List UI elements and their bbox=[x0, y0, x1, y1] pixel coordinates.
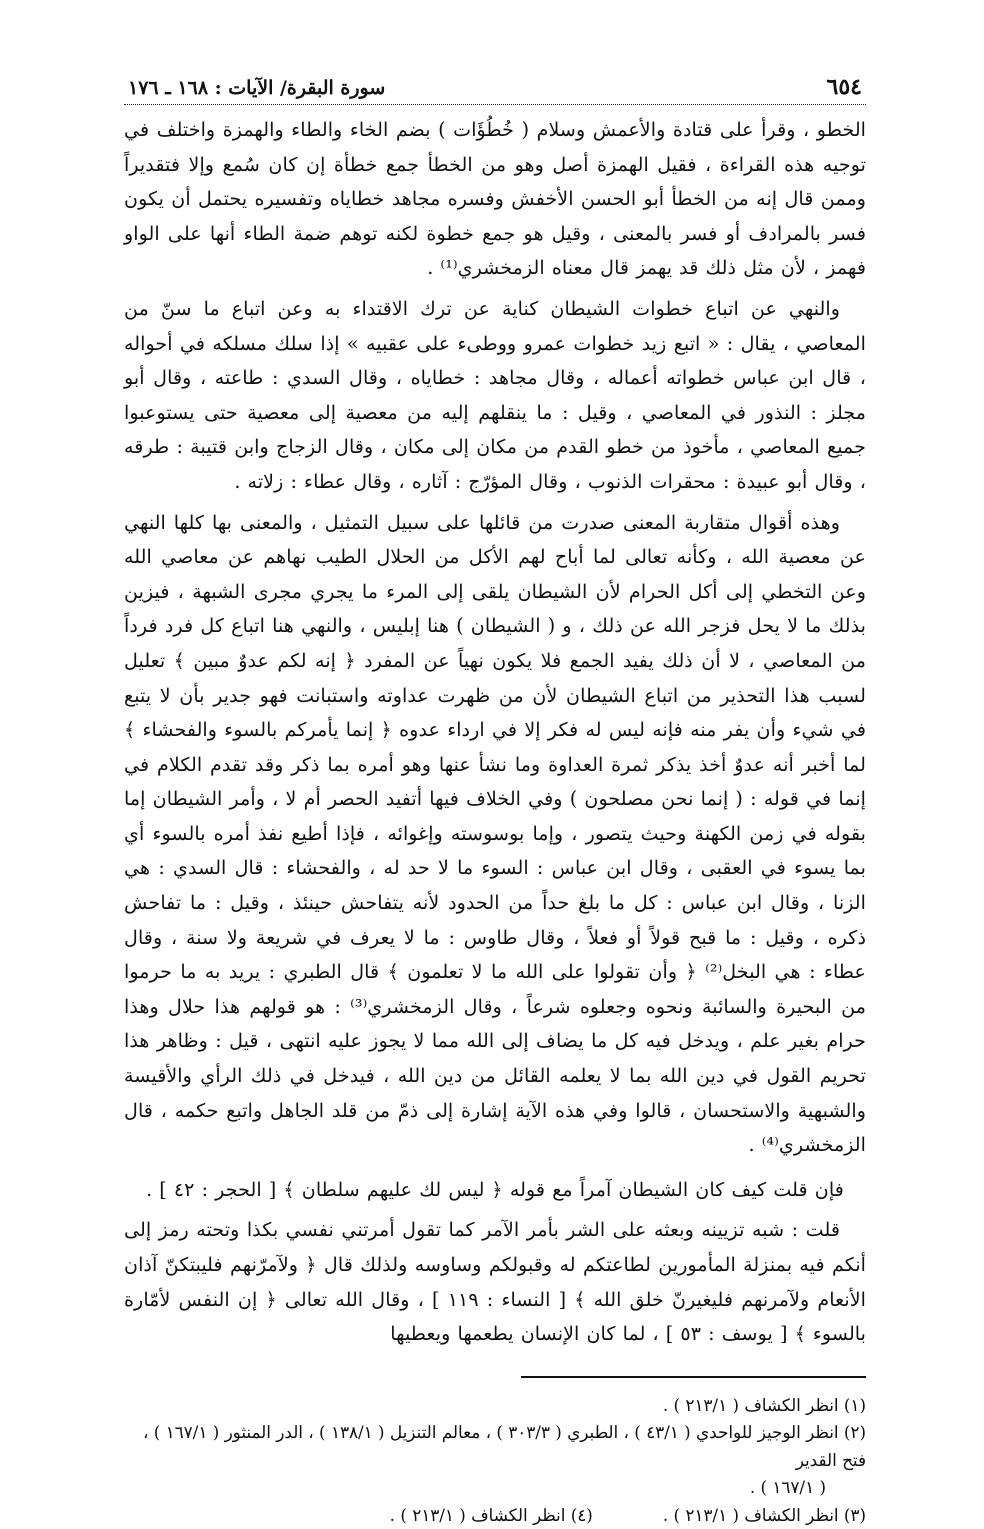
paragraph-1: الخطو ، وقرأ على قتادة والأعمش وسلام ( خُطُؤَات ) بضم الخاء والطاء والهمزة واختلف في توجيه هذه القراءة ، فقيل الهمزة أصل وهو من الخطأ جمع خطأة إن كان سُمع وإلا فتقديراً وممن قال إنه من الخطأ أبو الحسن الأخفش وفسره مجاهد خطاياه وتفسيره يحتمل أن يكون فسر بالمرادف أو فسر بالمعنى ، وقيل هو جمع خطوة لكنه توهم ضمة الطاء أنها على الواو فهمز ، لأن مثل ذلك قد يهمز قال معناه الزمخشري⁽¹⁾ . bbox=[124, 118, 866, 280]
footnotes bbox=[124, 1392, 866, 1529]
paragraph-3: وهذه أقوال متقاربة المعنى صدرت من قائلها على سبيل التمثيل ، والمعنى بها كلها النهي عن معصية الله ، وكأنه تعالى لما أباح لهم الأكل من الحلال الطيب نهاهم عن معاصي الله وعن التخطي إلى أكل الحرام لأن الشيطان يلقى إلى المرء ما يجري مجرى الشبهة ، فيزين بذلك ما لا يحل فزجر الله عن ذلك ، و ( الشيطان ) هنا إبليس ، والنهي هنا اتباع كل فرد فرداً من المعاصي ، لا أن ذلك يفيد الجمع فلا يكون نهياً عن المفرد ﴿ إنه لكم عدوٌ مبين ﴾ تعليل لسبب هذا التحذير من اتباع الشيطان لأن من ظهرت عداوته واستبانت فهو جدير بأن لا يتبع في شيء وأن يفر منه فإنه ليس له فكر إلا في ارداء عدوه ﴿ إنما يأمركم بالسوء والفحشاء ﴾ لما أخبر أنه عدوٌ أخذ يذكر ثمرة العداوة وما نشأ عنها وهو أمره بما ذكر وقد تقدم الكلام في إنما في قوله : ( إنما نحن مصلحون ) وفي الخلاف فيها أتفيد الحصر أم لا ، وأمر الشيطان إما بقوله في زمن الكهنة وحيث يتصور ، وإما بوسوسته وإغوائه ، فإذا أطيع نفذ أمره بالسوء أي بما يسوء في العقبى ، وقال ابن عباس : السوء ما لا حد له ، والفحشاء : قال السدي : هي الزنا ، وقال ابن عباس : كل ما بلغ حداً من الحدود لأنه يتفاحش حينئذ ، وقيل : ما تفاحش ذكره ، وقيل : ما قبح قولاً أو فعلاً ، وقال طاوس : ما لا يعرف في شريعة ولا سنة ، وقال عطاء : هي البخل⁽²⁾ ﴿ وأن تقولوا على الله ما لا تعلمون ﴾ قال الطبري : يريد به ما حرموا من البحيرة والسائبة ونحوه وجعلوه شرعاً ، وقال الزمخشري⁽³⁾ : هو قولهم هذا حلال وهذا حرام بغير علم ، ويدخل فيه كل ما يضاف إلى الله مما لا يجوز عليه انتهى ، قيل : وظاهر هذا تحريم القول في دين الله بما لا يعلمه القائل من دين الله ، فيدخل في ذلك الرأي والأقيسة والشبهية والاستحسان ، قالوا وفي هذه الآية إشارة إلى ذمّ من قلد الجاهل واتبع حكمه ، قال الزمخشري⁽⁴⁾ . bbox=[124, 510, 867, 1157]
footnote-4: (٤) انظر الكشاف ( ٢١٣/١ ) . bbox=[389, 1504, 593, 1525]
footnote-2-continuation: ( ١٦٧/١ ) . bbox=[749, 1477, 826, 1498]
running-title: سورة البقرة/ الآيات : ١٦٨ ـ ١٧٦ bbox=[128, 77, 386, 99]
footnote-2: (٢) انظر الوجيز للواحدي ( ٤٣/١ ) ، الطبري ( ٣٠٣/٣ ) ، معالم التنزيل ( ١٣٨/١ ) ، الدر المنثور ( ١٦٧/١ ) ، فتح القدير bbox=[143, 1422, 866, 1470]
page-header bbox=[124, 74, 866, 105]
page-body bbox=[124, 113, 866, 1352]
paragraph-5: قلت : شبه تزيينه وبعثه على الشر بأمر الآمر كما تقول أمرتني نفسي بكذا وتحته رمز إلى أنكم فيه بمنزلة المأمورين لطاعتكم له وقبولكم وساوسه ولذلك قال ﴿ ولآمرّنهم فليبتكنّ آذان الأنعام ولآمرنهم فليغيرنّ خلق الله ﴾ [ النساء : ١١٩ ] ، وقال الله تعالى ﴿ إن النفس لأمّارة بالسوء ﴾ [ يوسف : ٥٣ ] ، لما كان الإنسان يطعمها ويعطيها bbox=[124, 1218, 866, 1346]
page-number: ٦٥٤ bbox=[826, 74, 862, 100]
footnote-divider bbox=[521, 1376, 866, 1378]
paragraph-4: فإن قلت كيف كان الشيطان آمراً مع قوله ﴿ ليس لك عليهم سلطان ﴾ [ الحجر : ٤٢ ] . bbox=[146, 1177, 844, 1201]
footnote-1: (١) انظر الكشاف ( ٢١٣/١ ) . bbox=[662, 1394, 866, 1415]
footnote-3: (٣) انظر الكشاف ( ٢١٣/١ ) . bbox=[662, 1504, 866, 1525]
footnote-row bbox=[124, 1502, 866, 1529]
paragraph-2: والنهي عن اتباع خطوات الشيطان كناية عن ترك الاقتداء به وعن اتباع ما سنّ من المعاصي ، يقال : « اتبع زيد خطوات عمرو ووطىء على عقبيه » إذا سلك مسلكه في أحواله ، قال ابن عباس خطواته أعماله ، وقال مجاهد : خطاياه ، وقال السدي : طاعته ، وقال أبو مجلز : النذور في المعاصي ، وقيل : ما ينقلهم إليه من معصية إلى معصية حتى يستوعبوا جميع المعاصي ، مأخوذ من خطو القدم من مكان إلى مكان ، وقال الزجاج وابن قتيبة : طرقه ، وقال أبو عبيدة : محقرات الذنوب ، وقال المؤرّج : آثاره ، وقال عطاء : زلاته . bbox=[124, 296, 866, 493]
